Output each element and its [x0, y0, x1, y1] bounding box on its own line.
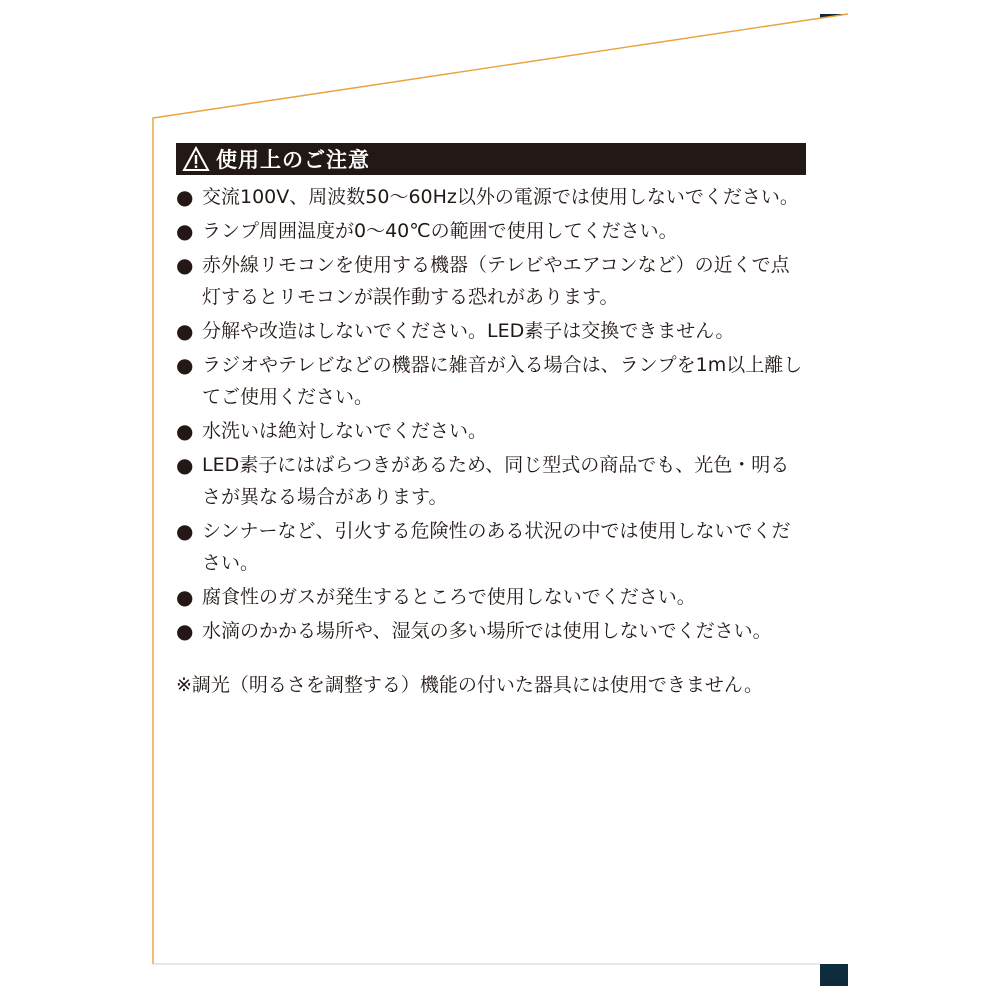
- caution-heading-bar: [176, 143, 806, 175]
- caution-item-text: 水洗いは絶対しないでください。: [202, 420, 488, 442]
- caution-item: [176, 581, 806, 613]
- caution-item-text: ランプ周囲温度が0〜40℃の範囲で使用してください。: [202, 220, 678, 242]
- caution-item: [176, 349, 806, 413]
- caution-item-text: 交流100V、周波数50〜60Hz以外の電源では使用しないでください。: [202, 186, 799, 208]
- bullet-icon: ●: [176, 185, 194, 209]
- bullet-icon: ●: [176, 585, 194, 609]
- caution-item: [176, 415, 806, 447]
- caution-item-text: ラジオやテレビなどの機器に雑音が入る場合は、ランプを1m以上離してご使用ください。: [202, 354, 803, 408]
- bullet-icon: ●: [176, 319, 194, 343]
- caution-item-text: LED素子にはばらつきがあるため、同じ型式の商品でも、光色・明るさが異なる場合があります。: [202, 454, 790, 508]
- bullet-icon: ●: [176, 219, 194, 243]
- bullet-icon: ●: [176, 519, 194, 543]
- caution-item: [176, 249, 806, 313]
- bullet-icon: ●: [176, 353, 194, 377]
- caution-item-text: 赤外線リモコンを使用する機器（テレビやエアコンなど）の近くで点灯するとリモコンが誤作動する恐れがあります。: [202, 254, 790, 308]
- bullet-icon: ●: [176, 619, 194, 643]
- caution-section: [176, 143, 806, 701]
- bullet-icon: ●: [176, 253, 194, 277]
- caution-item: [176, 515, 806, 579]
- caution-item-text: 水滴のかかる場所や、湿気の多い場所では使用しないでください。: [202, 620, 772, 642]
- bullet-icon: ●: [176, 419, 194, 443]
- warning-triangle-icon: [182, 146, 210, 172]
- caution-item-text: シンナーなど、引火する危険性のある状況の中では使用しないでください。: [202, 520, 791, 574]
- caution-item: [176, 449, 806, 513]
- caution-item: [176, 615, 806, 647]
- caution-item-text: 分解や改造はしないでください。LED素子は交換できません。: [202, 320, 735, 342]
- caution-heading: 使用上のご注意: [216, 148, 370, 172]
- bullet-icon: ●: [176, 453, 194, 477]
- caution-list: [176, 181, 806, 647]
- caution-item: [176, 315, 806, 347]
- caution-item-text: 腐食性のガスが発生するところで使用しないでください。: [202, 586, 696, 608]
- dimmer-note: ※調光（明るさを調整する）機能の付いた器具には使用できません。: [176, 674, 764, 696]
- caution-item: [176, 181, 806, 213]
- caution-item: [176, 215, 806, 247]
